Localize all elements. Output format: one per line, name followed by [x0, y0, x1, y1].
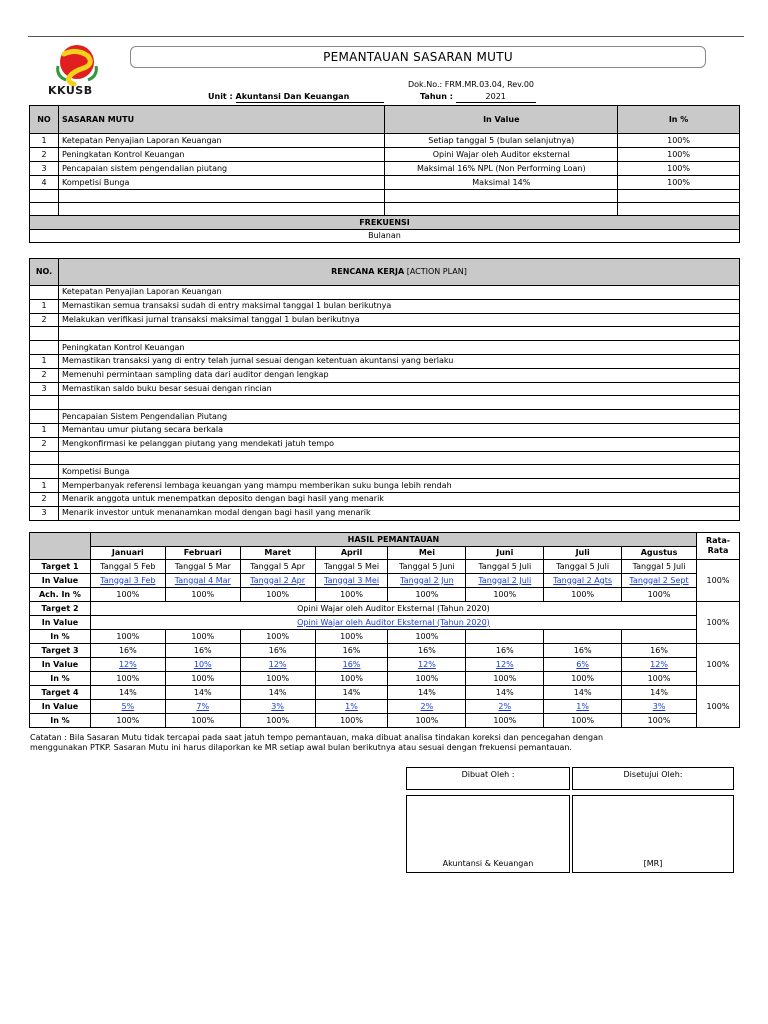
month-header: Juli — [544, 547, 622, 560]
rencana-title-bold: RENCANA KERJA — [331, 267, 405, 276]
pct-cell: 100% — [388, 588, 466, 602]
item-no: 1 — [30, 299, 59, 313]
row-label: In % — [30, 714, 91, 728]
month-header: Januari — [90, 547, 165, 560]
item-text: Kompetisi Bunga — [58, 465, 739, 479]
pct-cell: 100% — [388, 630, 466, 644]
row-label: Target 4 — [30, 686, 91, 700]
value-link[interactable]: 12% — [268, 659, 287, 669]
item-no: 1 — [30, 354, 59, 368]
tahun-value: 2021 — [456, 92, 536, 103]
row-value: Maksimal 14% — [385, 176, 618, 190]
table-row — [30, 134, 740, 148]
pct-cell: 100% — [240, 630, 315, 644]
pct-cell: 100% — [466, 672, 544, 686]
target-cell: 16% — [622, 644, 697, 658]
pct-cell: 100% — [544, 588, 622, 602]
pct-cell: 100% — [544, 672, 622, 686]
month-header: Agustus — [622, 547, 697, 560]
item-no — [30, 327, 59, 341]
value-link[interactable]: Tanggal 2 Juli — [478, 575, 532, 585]
row-label: In Value — [30, 574, 91, 588]
item-no: 3 — [30, 506, 59, 520]
value1-row — [30, 574, 740, 588]
item-text — [58, 327, 739, 341]
frekuensi-label: FREKUENSI — [30, 216, 740, 230]
pct-cell: 100% — [240, 714, 315, 728]
value2-row — [30, 616, 740, 630]
item-no — [30, 341, 59, 355]
list-item — [30, 382, 740, 396]
pct-cell — [544, 630, 622, 644]
pct-cell: 100% — [240, 588, 315, 602]
page-title: PEMANTAUAN SASARAN MUTU — [130, 46, 706, 68]
item-text: Peningkatan Kontrol Keuangan — [58, 341, 739, 355]
table-row — [30, 162, 740, 176]
value-link[interactable]: Tanggal 3 Mei — [324, 575, 380, 585]
row-name: Pencapaian sistem pengendalian piutang — [58, 162, 385, 176]
list-item — [30, 451, 740, 465]
value-link[interactable]: Tanggal 2 Jun — [400, 575, 454, 585]
list-item — [30, 423, 740, 437]
item-no — [30, 465, 59, 479]
table-row — [30, 176, 740, 190]
target-cell: Tanggal 5 Mar — [165, 560, 240, 574]
dibuat-name: Akuntansi & Keuangan — [442, 859, 534, 868]
item-no: 2 — [30, 492, 59, 506]
list-item — [30, 506, 740, 520]
row-no: 3 — [30, 162, 59, 176]
hasil-table — [29, 532, 740, 728]
value-link[interactable]: 12% — [418, 659, 436, 669]
list-item — [30, 299, 740, 313]
row-label: Ach. In % — [30, 588, 91, 602]
rencana-table — [29, 258, 740, 521]
target-cell: 14% — [315, 686, 388, 700]
pct-cell: 100% — [315, 714, 388, 728]
item-text — [58, 396, 739, 410]
value-link[interactable]: 12% — [118, 659, 137, 669]
target2-row — [30, 602, 740, 616]
value-link[interactable]: Tanggal 3 Feb — [100, 575, 156, 585]
target-cell: 16% — [240, 644, 315, 658]
item-no — [30, 286, 59, 300]
target-cell: Tanggal 5 Apr — [240, 560, 315, 574]
pct-cell — [622, 630, 697, 644]
month-header: Februari — [165, 547, 240, 560]
target-cell: 14% — [90, 686, 165, 700]
rata-cell: 100% — [696, 602, 739, 644]
dok-no: Dok.No.: FRM.MR.03.04, Rev.00 — [408, 80, 535, 89]
value-link[interactable]: Tanggal 2 Apr — [250, 575, 306, 585]
target4-row — [30, 686, 740, 700]
rata-cell: 100% — [696, 644, 739, 686]
value-link[interactable]: 2% — [498, 701, 512, 711]
value-link[interactable]: 12% — [650, 659, 668, 669]
rata-cell: 100% — [696, 560, 739, 602]
tahun-row — [420, 92, 536, 103]
pct-cell: 100% — [622, 714, 697, 728]
target-cell: 16% — [544, 644, 622, 658]
value-link[interactable]: 2% — [420, 701, 434, 711]
pct-cell: 100% — [388, 672, 466, 686]
pct-cell: 100% — [90, 672, 165, 686]
item-text — [58, 451, 739, 465]
list-item — [30, 313, 740, 327]
item-text: Memastikan saldo buku besar sesuai dengan rincian — [58, 382, 739, 396]
rata-cell: 100% — [696, 686, 739, 728]
month-header: Juni — [466, 547, 544, 560]
value-link[interactable]: 5% — [121, 701, 135, 711]
row-value: Maksimal 16% NPL (Non Performing Loan) — [385, 162, 618, 176]
row-label: In Value — [30, 616, 91, 630]
target-cell: 16% — [315, 644, 388, 658]
row-name: Kompetisi Bunga — [58, 176, 385, 190]
dibuat-signature-box — [406, 795, 570, 873]
row-label: In Value — [30, 700, 91, 714]
target-cell: 16% — [165, 644, 240, 658]
list-item — [30, 327, 740, 341]
item-no: 2 — [30, 368, 59, 382]
item-text: Memastikan transaksi yang di entry telah jurnal sesuai dengan ketentuan akuntansi yang berlaku — [58, 354, 739, 368]
logo-text: KKUSB — [48, 84, 93, 97]
item-no: 3 — [30, 382, 59, 396]
pct-cell: 100% — [165, 714, 240, 728]
target3-row — [30, 644, 740, 658]
month-header: April — [315, 547, 388, 560]
pct2-row — [30, 630, 740, 644]
pct4-row — [30, 714, 740, 728]
value-link[interactable]: 3% — [271, 701, 284, 711]
rencana-title-rest: [ACTION PLAN] — [404, 267, 467, 276]
item-text: Memastikan semua transaksi sudah di entry maksimal tanggal 1 bulan berikutnya — [58, 299, 739, 313]
target-cell: 16% — [466, 644, 544, 658]
pct-cell: 100% — [315, 630, 388, 644]
item-no: 1 — [30, 479, 59, 493]
target-cell: 14% — [466, 686, 544, 700]
row-name: Ketepatan Penyajian Laporan Keuangan — [58, 134, 385, 148]
list-item — [30, 479, 740, 493]
list-item — [30, 368, 740, 382]
unit-label: Unit : — [208, 92, 233, 101]
value-link[interactable]: 1% — [576, 701, 589, 711]
item-text: Ketepatan Penyajian Laporan Keuangan — [58, 286, 739, 300]
top-rule — [28, 36, 744, 37]
row-value: Setiap tanggal 5 (bulan selanjutnya) — [385, 134, 618, 148]
col-in-value: In Value — [385, 106, 618, 134]
pct-cell: 100% — [90, 630, 165, 644]
pct-cell: 100% — [544, 714, 622, 728]
row-pct: 100% — [618, 176, 740, 190]
value-link[interactable]: 7% — [196, 701, 210, 711]
pct-cell: 100% — [466, 588, 544, 602]
row-no: 4 — [30, 176, 59, 190]
col-no: NO. — [30, 259, 59, 286]
item-text: Memperbanyak referensi lembaga keuangan yang mampu memberikan suku bunga lebih rendah — [58, 479, 739, 493]
item-text: Menarik investor untuk menanamkan modal dengan bagi hasil yang menarik — [58, 506, 739, 520]
item-no: 1 — [30, 423, 59, 437]
pct-cell: 100% — [622, 588, 697, 602]
value-link[interactable]: 10% — [193, 659, 212, 669]
pct3-row — [30, 672, 740, 686]
item-no: 2 — [30, 437, 59, 451]
rencana-title — [58, 259, 739, 286]
col-in-pct: In % — [618, 106, 740, 134]
pct-cell: 100% — [622, 672, 697, 686]
row-label: In Value — [30, 658, 91, 672]
table-row — [30, 190, 740, 203]
pct-cell: 100% — [165, 588, 240, 602]
unit-value: Akuntansi Dan Keuangan — [236, 92, 384, 103]
target-cell: Tanggal 5 Juli — [466, 560, 544, 574]
row-label: Target 1 — [30, 560, 91, 574]
value-link[interactable]: Tanggal 4 Mar — [174, 575, 231, 585]
target-cell: 14% — [165, 686, 240, 700]
value-link[interactable]: 16% — [342, 659, 361, 669]
target-cell: 14% — [622, 686, 697, 700]
sasaran-table — [29, 105, 740, 243]
disetujui-signature-box — [572, 795, 734, 873]
row-label: Target 2 — [30, 602, 91, 616]
row-pct: 100% — [618, 148, 740, 162]
list-item — [30, 437, 740, 451]
row-name: Peningkatan Kontrol Keuangan — [58, 148, 385, 162]
item-text: Menarik anggota untuk menempatkan deposito dengan bagi hasil yang menarik — [58, 492, 739, 506]
target1-row — [30, 560, 740, 574]
row-pct: 100% — [618, 162, 740, 176]
value-link[interactable]: 6% — [576, 659, 589, 669]
target-cell: 14% — [388, 686, 466, 700]
frekuensi-value: Bulanan — [30, 230, 740, 243]
item-no — [30, 396, 59, 410]
pct-cell: 100% — [90, 588, 165, 602]
value3-row — [30, 658, 740, 672]
disetujui-header: Disetujui Oleh: — [572, 767, 734, 790]
row-no: 1 — [30, 134, 59, 148]
list-item — [30, 354, 740, 368]
target-cell: 14% — [240, 686, 315, 700]
item-text: Melakukan verifikasi jurnal transaksi maksimal tanggal 1 bulan berikutnya — [58, 313, 739, 327]
row-label: In % — [30, 672, 91, 686]
target-cell: 16% — [90, 644, 165, 658]
rata-header: Rata-Rata — [696, 533, 739, 560]
hasil-title: HASIL PEMANTAUAN — [90, 533, 696, 547]
disetujui-name: [MR] — [643, 859, 663, 868]
target-cell: Opini Wajar oleh Auditor Eksternal (Tahun 2020) — [90, 602, 696, 616]
row-value: Opini Wajar oleh Auditor eksternal — [385, 148, 618, 162]
list-item — [30, 410, 740, 424]
pct-cell: 100% — [240, 672, 315, 686]
pct1-row — [30, 588, 740, 602]
pct-cell: 100% — [466, 714, 544, 728]
month-header: Mei — [388, 547, 466, 560]
value-link[interactable]: 1% — [345, 701, 358, 711]
target-cell: Tanggal 5 Juli — [544, 560, 622, 574]
target-cell: Tanggal 5 Mei — [315, 560, 388, 574]
value4-row — [30, 700, 740, 714]
list-item — [30, 286, 740, 300]
month-header: Maret — [240, 547, 315, 560]
value-link[interactable]: 3% — [652, 701, 666, 711]
value-link[interactable]: Tanggal 2 Agts — [553, 575, 613, 585]
row-label: Target 3 — [30, 644, 91, 658]
row-no: 2 — [30, 148, 59, 162]
tahun-label: Tahun : — [420, 92, 453, 101]
list-item — [30, 341, 740, 355]
row-pct: 100% — [618, 134, 740, 148]
table-row — [30, 203, 740, 216]
col-sasaran: SASARAN MUTU — [58, 106, 385, 134]
pct-cell: 100% — [165, 672, 240, 686]
target-cell: Tanggal 5 Juni — [388, 560, 466, 574]
pct-cell: 100% — [388, 714, 466, 728]
row-label: In % — [30, 630, 91, 644]
item-no: 2 — [30, 313, 59, 327]
target-cell: Tanggal 5 Feb — [90, 560, 165, 574]
item-text: Memantau umur piutang secara berkala — [58, 423, 739, 437]
item-text: Pencapaian Sistem Pengendalian Piutang — [58, 410, 739, 424]
dibuat-header: Dibuat Oleh : — [406, 767, 570, 790]
pct-cell: 100% — [315, 672, 388, 686]
item-text: Memenuhi permintaan sampling data dari auditor dengan lengkap — [58, 368, 739, 382]
target-cell: Tanggal 5 Juli — [622, 560, 697, 574]
list-item — [30, 465, 740, 479]
target-cell: 14% — [544, 686, 622, 700]
col-no: NO — [30, 106, 59, 134]
item-no — [30, 451, 59, 465]
pct-cell: 100% — [315, 588, 388, 602]
item-text: Mengkonfirmasi ke pelanggan piutang yang mendekati jatuh tempo — [58, 437, 739, 451]
pct-cell — [466, 630, 544, 644]
table-row — [30, 148, 740, 162]
list-item — [30, 492, 740, 506]
value-link[interactable]: 12% — [495, 659, 514, 669]
item-no — [30, 410, 59, 424]
value-link[interactable]: Opini Wajar oleh Auditor Eksternal (Tahun 2020) — [297, 617, 490, 627]
catatan-note: Catatan : Bila Sasaran Mutu tidak tercapai pada saat jatuh tempo pemantauan, maka dibuat analisa tindakan koreksi dan pencegahan dengan menggunakan PTKP. Sasaran Mutu ini harus dilaporkan ke MR setiap awal bulan berikutnya atau sesuai dengan frekuensi pemantauan. — [30, 733, 604, 752]
pct-cell: 100% — [165, 630, 240, 644]
value-link[interactable]: Tanggal 2 Sept — [629, 575, 689, 585]
unit-row — [208, 92, 384, 103]
target-cell: 16% — [388, 644, 466, 658]
list-item — [30, 396, 740, 410]
pct-cell: 100% — [90, 714, 165, 728]
